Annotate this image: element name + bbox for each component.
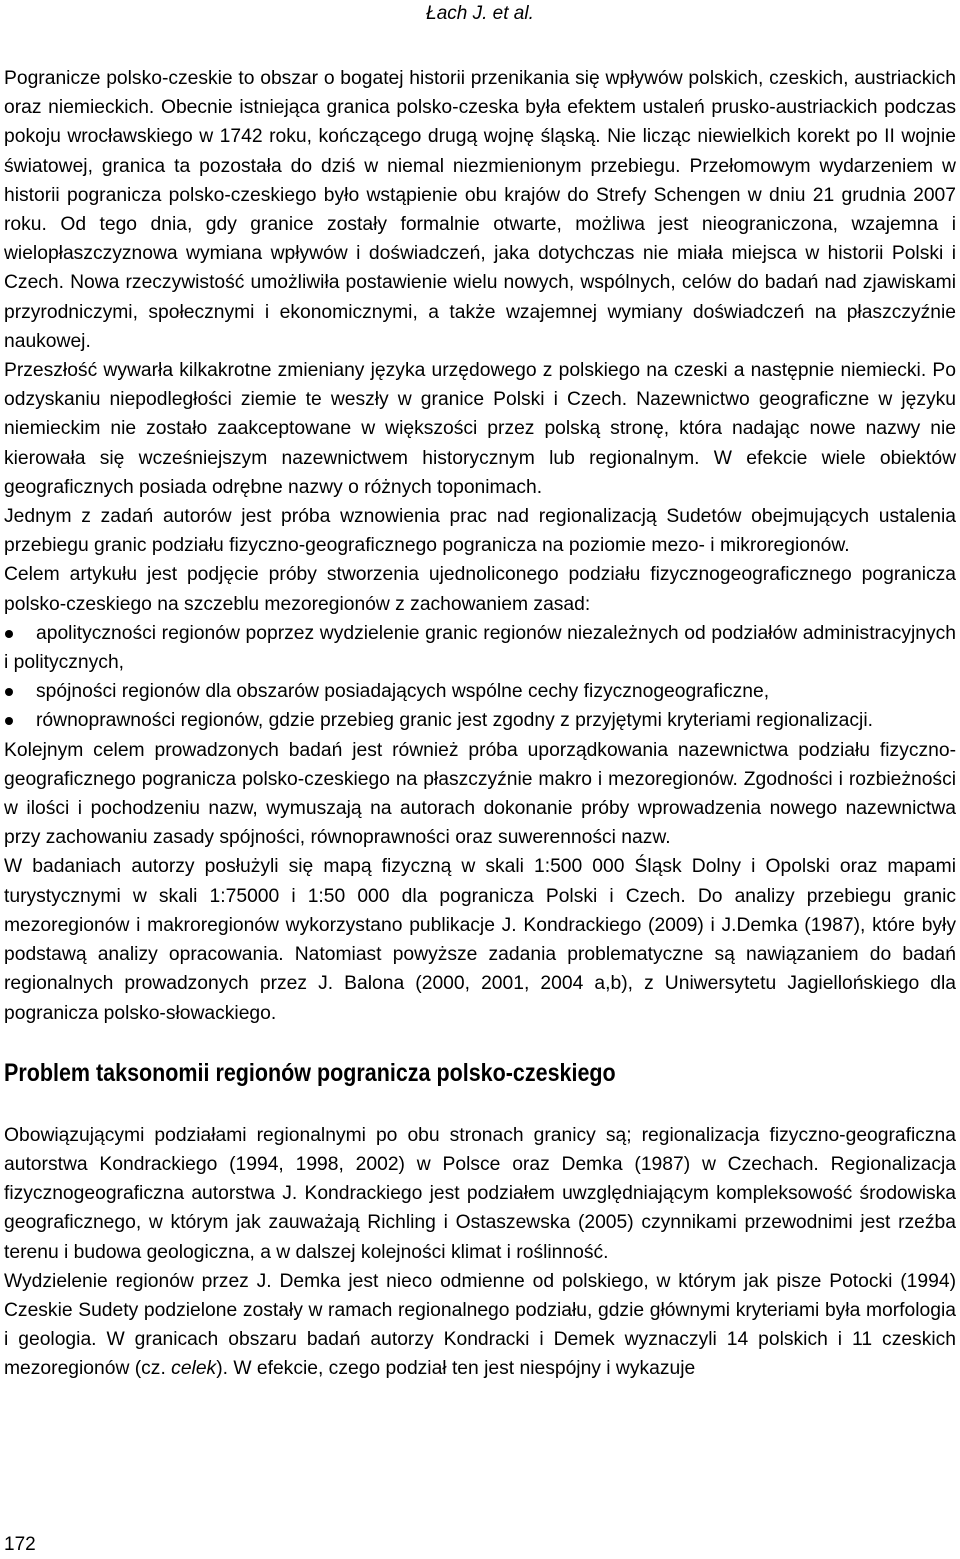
- paragraph-intro-3: Jednym z zadań autorów jest próba wznowienia prac nad regionalizacją Sudetów obejmujących ustalenia przebiegu granic podziału fizyczno-geograficznego pogranicza na poziomie mezo- i mikroregionów.: [4, 506, 956, 557]
- list-item-text: apolityczności regionów poprzez wydzielenie granic regionów niezależnych od podziałów administracyjnych i politycznych,: [4, 622, 956, 674]
- paragraph-after-2: W badaniach autorzy posłużyli się mapą fizyczną w skali 1:500 000 Śląsk Dolny i Opolski oraz mapami turystycznymi w skali 1:75000 i 1:50 000 dla pogranicza Polski i Czech. Do analizy przebiegu granic mezoregionów i makroregionów wykorzystano publikacje J. Kondrackiego (2009) i J.Demka (1987), które były podstawą analizy opracowania. Natomiast powyższe zadania problematyczne są nawiązaniem do badań regionalnych prowadzonych przez J. Balona (2000, 2001, 2004 a,b), z Uniwersytetu Jagiellońskiego dla pogranicza polsko-słowackiego.: [4, 856, 956, 1024]
- section-paragraph-1: Obowiązującymi podziałami regionalnymi po obu stronach granicy są; regionalizacja fizyczno-geograficzna autorstwa Kondrackiego (1994, 1998, 2002) w Polsce oraz Demka (1987) w Czechach. Regionalizacja fizycznogeograficzna autorstwa J. Kondrackiego jest podziałem uwzględniającym kompleksowość środowiska geograficznego, w którym jak zauważają Richling i Ostaszewska (2005) czynnikami przewodnimi jest rzeźba terenu i budowa geologiczna, a w dalszej kolejności klimat i roślinność.: [4, 1124, 956, 1263]
- list-item: [4, 619, 956, 677]
- section-paragraph-2: [4, 1267, 956, 1384]
- running-header: Łach J. et al.: [426, 3, 534, 24]
- paragraph-intro-1: Pogranicze polsko-czeskie to obszar o bogatej historii przenikania się wpływów polskich, czeskich, austriackich oraz niemieckich. Obecnie istniejąca granica polsko-czeska była efektem ustaleń prusko-austriackich podczas pokoju wrocławskiego w 1742 roku, kończącego drugą wojnę śląską. Nie licząc niewielkich korekt po II wojnie światowej, granica ta pozostała do dziś w niemal niezmienionym przebiegu. Przełomowym wydarzeniem w historii pogranicza polsko-czeskiego było wstąpienie obu krajów do Strefy Schengen w dniu 21 grudnia 2007 roku. Od tego dnia, gdy granice zostały formalnie otwarte, możliwa jest nieograniczona, wzajemna i wielopłaszczyznowa wymiana wpływów i doświadczeń, jaka dotychczas nie miała miejsca w historii Polski i Czech. Nowa rzeczywistość umożliwiła postawienie wielu nowych, wspólnych, celów do badań nad zjawiskami przyrodniczymi, społecznymi i ekonomicznymi, a także wzajemnej wymiany doświadczeń na płaszczyźnie naukowej.: [4, 68, 956, 352]
- list-item-text: spójności regionów dla obszarów posiadających wspólne cechy fizycznogeograficzne,: [36, 681, 770, 703]
- section-paragraph-2-italic: celek: [171, 1358, 217, 1380]
- section-title: Problem taksonomii regionów pogranicza polsko-czeskiego: [4, 1058, 616, 1087]
- paragraph-intro-4: Celem artykułu jest podjęcie próby stworzenia ujednoliconego podziału fizycznogeograficznego pogranicza polsko-czeskiego na szczeblu mezoregionów z zachowaniem zasad:: [4, 564, 956, 615]
- bullet-icon: [5, 630, 13, 638]
- article-body: [4, 64, 956, 1384]
- section-paragraph-2-text-end: ). W efekcie, czego podział ten jest niespójny i wykazuje: [216, 1358, 696, 1380]
- list-item: [4, 706, 956, 735]
- bullet-icon: [5, 717, 13, 725]
- section-paragraph-2-text: Wydzielenie regionów przez J. Demka jest nieco odmienne od polskiego, w którym jak pisze Potocki (1994) Czeskie Sudety podzielone zostały w ramach regionalnego podziału, gdzie głównymi kryteriami była morfologia i geologia. W granicach obszaru badań autorzy Kondracki i Demek wyznaczyli 14 polskich i 11 czeskich mezoregionów (cz.: [4, 1270, 956, 1380]
- bullet-icon: [5, 688, 13, 696]
- principles-list: [4, 619, 956, 736]
- list-item: [4, 677, 956, 706]
- paragraph-after-1: Kolejnym celem prowadzonych badań jest również próba uporządkowania nazewnictwa podziału fizyczno-geograficznego pogranicza polsko-czeskiego na płaszczyźnie makro i mezoregionów. Zgodności i rozbieżności w ilości i pochodzeniu nazw, wymuszają na autorach dokonanie próby wprowadzenia nowego nazewnictwa przy zachowaniu zasady spójności, równoprawności oraz suwerenności nazw.: [4, 739, 956, 849]
- page-number: 172: [4, 1534, 36, 1555]
- list-item-text: równoprawności regionów, gdzie przebieg granic jest zgodny z przyjętymi kryteriami regionalizacji.: [36, 710, 873, 732]
- paragraph-intro-2: Przeszłość wywarła kilkakrotne zmieniany języka urzędowego z polskiego na czeski a następnie niemiecki. Po odzyskaniu niepodległości ziemie te weszły w granice Polski i Czech. Nazewnictwo geograficzne w języku niemieckim nie zostało zaakceptowane w większości przez polską stronę, która nadając nowe nazwy nie kierowała się wcześniejszym nazewnictwem historycznym lub regionalnym. W efekcie wiele obiektów geograficznych posiada odrębne nazwy o różnych toponimach.: [4, 360, 956, 498]
